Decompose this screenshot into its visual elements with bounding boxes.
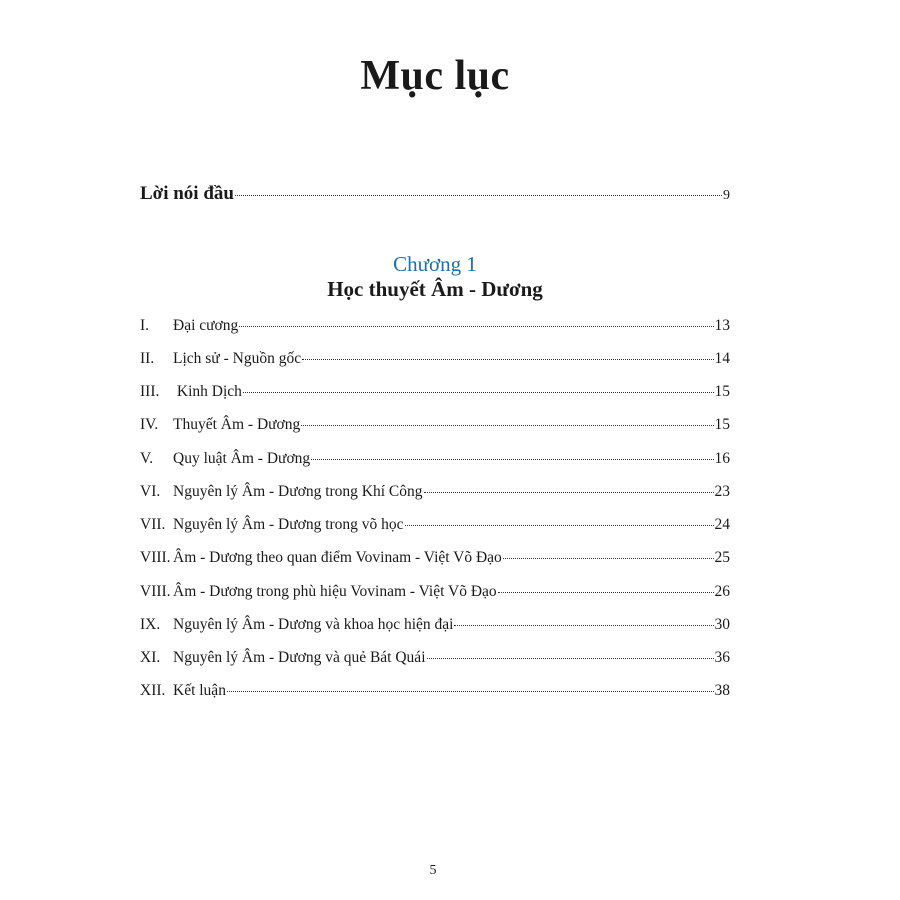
toc-entry-numeral: VII. <box>140 515 166 533</box>
toc-entry-label: Nguyên lý Âm - Dương và quẻ Bát Quái <box>173 648 426 666</box>
toc-entry-numeral: XII. <box>140 681 166 699</box>
toc-entry <box>140 513 730 534</box>
toc-entry <box>140 613 730 634</box>
toc-entry-label: Âm - Dương theo quan điểm Vovinam - Việt Võ Đạo <box>173 548 502 566</box>
toc-entry <box>140 646 730 667</box>
toc-entry-page: 15 <box>714 415 730 433</box>
toc-entry-label: Kinh Dịch <box>173 382 242 400</box>
toc-entry-preface <box>140 180 730 205</box>
dot-leader <box>311 447 713 463</box>
toc-entry-numeral: VIII. <box>140 548 171 566</box>
page-number: 5 <box>429 863 437 878</box>
toc-entry <box>140 413 730 434</box>
dot-leader <box>424 480 714 496</box>
dot-leader <box>454 613 713 629</box>
toc-entry-label: Lời nói đầu <box>140 183 234 204</box>
toc-entry-label: Âm - Dương trong phù hiệu Vovinam - Việt Võ Đạo <box>173 582 497 600</box>
toc-entry-page: 24 <box>714 515 730 533</box>
toc-entry <box>140 580 730 601</box>
dot-leader <box>498 580 714 596</box>
dot-leader <box>239 314 713 330</box>
chapter-number: Chương 1 <box>393 252 477 276</box>
toc-entry-page: 16 <box>714 449 730 467</box>
toc-entry-label: Nguyên lý Âm - Dương trong Khí Công <box>173 482 423 500</box>
toc-entry-page: 23 <box>714 482 730 500</box>
toc-entry-label: Quy luật Âm - Dương <box>173 449 311 467</box>
toc-entry-page: 30 <box>714 615 730 633</box>
toc-entry-numeral: V. <box>140 449 154 467</box>
toc-entry-page: 13 <box>714 316 730 334</box>
toc-entry-page: 36 <box>714 648 730 666</box>
toc-entry-page: 9 <box>723 188 730 203</box>
toc-entry-page: 15 <box>714 382 730 400</box>
toc-entry <box>140 380 730 401</box>
toc-entry <box>140 447 730 468</box>
dot-leader <box>302 347 713 363</box>
toc-entry-numeral: IV. <box>140 415 159 433</box>
dot-leader <box>243 380 714 396</box>
toc-entry-label: Lịch sử - Nguồn gốc <box>173 349 302 367</box>
toc-entry-label: Nguyên lý Âm - Dương và khoa học hiện đại <box>173 615 454 633</box>
toc-entry-numeral: IX. <box>140 615 161 633</box>
dot-leader <box>235 180 722 199</box>
toc-entry-numeral: II. <box>140 349 155 367</box>
chapter-title: Học thuyết Âm - Dương <box>327 277 543 301</box>
toc-entry-page: 38 <box>714 681 730 699</box>
toc-entry-numeral: XI. <box>140 648 161 666</box>
toc-entry <box>140 546 730 567</box>
toc-entry-page: 14 <box>714 349 730 367</box>
page-title: Mục lục <box>360 53 510 99</box>
dot-leader <box>427 646 714 662</box>
toc-entry-numeral: III. <box>140 382 160 400</box>
dot-leader <box>301 413 713 429</box>
toc-entry-numeral: I. <box>140 316 150 334</box>
toc-entry-page: 25 <box>714 548 730 566</box>
dot-leader <box>405 513 714 529</box>
toc-entry <box>140 347 730 368</box>
dot-leader <box>227 679 714 695</box>
toc-entry-label: Đại cương <box>173 316 239 334</box>
toc-entry <box>140 679 730 700</box>
toc-entry-label: Nguyên lý Âm - Dương trong võ học <box>173 515 404 533</box>
toc-entry-numeral: VIII. <box>140 582 171 600</box>
toc-entry-numeral: VI. <box>140 482 161 500</box>
toc-entry <box>140 480 730 501</box>
toc-entry-label: Thuyết Âm - Dương <box>173 415 301 433</box>
toc-entry-label: Kết luận <box>173 681 226 699</box>
dot-leader <box>503 546 714 562</box>
toc-entry-page: 26 <box>714 582 730 600</box>
toc-entry <box>140 314 730 335</box>
